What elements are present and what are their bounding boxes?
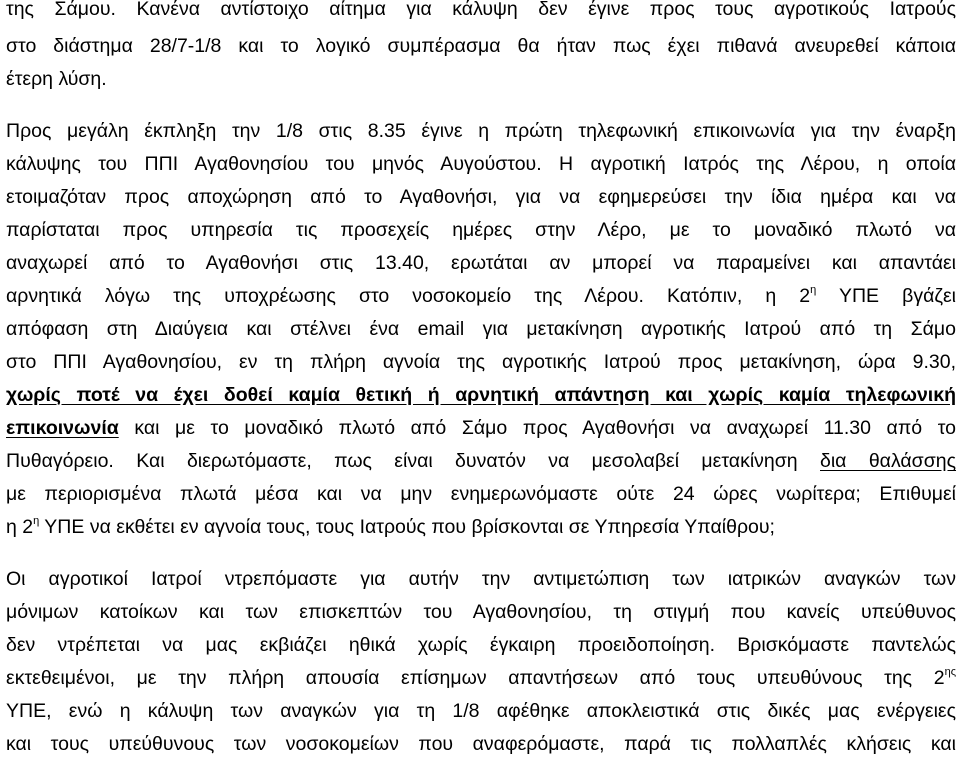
text-line xyxy=(6,415,956,441)
text-line xyxy=(6,151,956,177)
text-line xyxy=(6,250,956,276)
text-span: Προς μεγάλη έκπληξη την 1/8 στις 8.35 έγινε η πρώτη τηλεφωνική επικοινωνία για την έναρξη xyxy=(6,120,956,142)
text-line xyxy=(6,698,956,724)
text-span: ΥΠΕ βγάζει xyxy=(816,285,956,307)
text-span: δεν ντρέπεται να μας εκβιάζει ηθικά χωρίς έγκαιρη προειδοποίηση. Βρισκόμαστε παντελώς xyxy=(6,634,956,656)
text-span: μόνιμων κατοίκων και των επισκεπτών του Αγαθονησίου, τη στιγμή που κανείς υπεύθυνος xyxy=(6,601,956,623)
text-line xyxy=(6,448,956,474)
text-line xyxy=(6,382,956,408)
text-line xyxy=(6,184,956,210)
text-span: ετοιμαζόταν προς αποχώρηση από το Αγαθονήσι, για να εφημερεύσει την ίδια ημέρα και να xyxy=(6,186,956,208)
text-span: αναχωρεί από το Αγαθονήσι στις 13.40, ερωτάται αν μπορεί να παραμείνει και απαντάει xyxy=(6,252,956,274)
text-span: ΥΠΕ, ενώ η κάλυψη των αναγκών για τη 1/8 αφέθηκε αποκλειστικά στις δικές μας ενέργειες xyxy=(6,700,956,722)
text-span: και τους υπεύθυνους των νοσοκομείων που αναφερόμαστε, παρά τις πολλαπλές κλήσεις και xyxy=(6,733,956,755)
text-line xyxy=(6,33,956,59)
superscript: η xyxy=(33,515,40,527)
text-line xyxy=(6,599,956,625)
text-span: η 2 xyxy=(6,516,34,538)
text-span: στο ΠΠΙ Αγαθονησίου, εν τη πλήρη αγνοία της αγροτικής Ιατρού προς μετακίνηση, ώρα 9.30, xyxy=(6,351,956,373)
text-span: Πυθαγόρειο. Και διερωτόμαστε, πως είναι δυνατόν να μεσολαβεί μετακίνηση xyxy=(6,450,820,472)
text-span: με περιορισμένα πλωτά μέσα και να μην ενημερωνόμαστε ούτε 24 ώρες νωρίτερα; Επιθυμεί xyxy=(6,483,956,505)
text-span: στο διάστημα 28/7-1/8 και το λογικό συμπέρασμα θα ήταν πως έχει πιθανά ανευρεθεί κάποια xyxy=(6,35,956,57)
text-line xyxy=(6,481,956,507)
text-line xyxy=(6,514,956,540)
text-line xyxy=(6,566,956,592)
underlined-text: δια θαλάσσης xyxy=(820,450,956,472)
text-span: και με το μοναδικό πλωτό από Σάμο προς Αγαθονήσι να αναχωρεί 11.30 από το xyxy=(118,417,956,439)
text-line xyxy=(6,316,956,342)
text-line xyxy=(6,217,956,243)
superscript: η xyxy=(810,284,817,296)
text-span: κάλυψης του ΠΠΙ Αγαθονησίου του μηνός Αυγούστου. Η αγροτική Ιατρός της Λέρου, η οποία xyxy=(6,153,956,175)
superscript: ης xyxy=(944,666,956,678)
text-line xyxy=(6,665,956,691)
text-span: παρίσταται προς υπηρεσία τις προσεχείς ημέρες στην Λέρο, με το μοναδικό πλωτό να xyxy=(6,219,956,241)
text-line xyxy=(6,0,956,22)
text-line xyxy=(6,283,956,309)
text-span: ΥΠΕ να εκθέτει εν αγνοία τους, τους Ιατρούς που βρίσκονται σε Υπηρεσία Υπαίθρου; xyxy=(39,516,775,538)
text-span: αρνητικά λόγω της υποχρέωσης στο νοσοκομείο της Λέρου. Κατόπιν, η 2 xyxy=(6,285,811,307)
text-line xyxy=(6,731,956,757)
text-line xyxy=(6,349,956,375)
text-span: Οι αγροτικοί Ιατροί ντρεπόμαστε για αυτήν την αντιμετώπιση των ιατρικών αναγκών των xyxy=(6,568,956,590)
bold-underlined-text: επικοινωνία xyxy=(6,417,119,439)
text-span: απόφαση στη Διαύγεια και στέλνει ένα email για μετακίνηση αγροτικής Ιατρού από τη Σάμο xyxy=(6,318,956,340)
text-span: έτερη λύση. xyxy=(6,68,107,90)
text-line xyxy=(6,118,956,144)
text-span: εκτεθειμένοι, με την πλήρη απουσία επίσημων απαντήσεων από τους υπευθύνους της 2 xyxy=(6,667,945,689)
bold-underlined-text: χωρίς ποτέ να έχει δοθεί καμία θετική ή αρνητική απάντηση και χωρίς καμία τηλεφωνική xyxy=(6,384,956,406)
text-line xyxy=(6,66,956,92)
text-span: της Σάμου. Κανένα αντίστοιχο αίτημα για κάλυψη δεν έγινε προς τους αγροτικούς Ιατρούς xyxy=(6,0,956,20)
text-line xyxy=(6,632,956,658)
